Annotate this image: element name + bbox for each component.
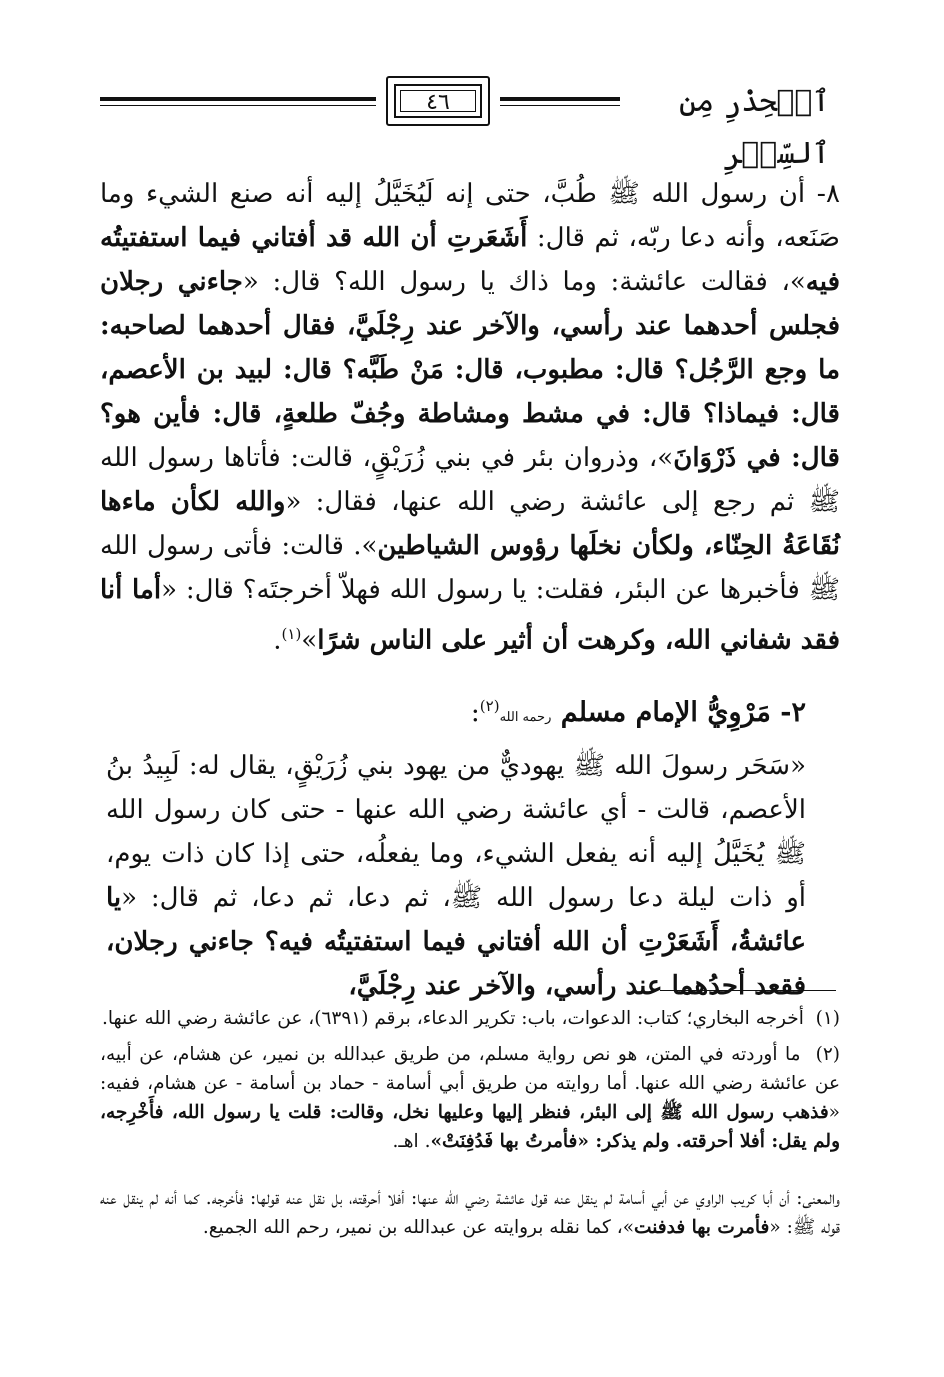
running-title: ٱلۡحِذْرِ مِن ٱلسِّحۡرِ <box>678 84 830 171</box>
item-number: ٨- <box>816 179 841 209</box>
text-segment: «سَحَر رسولَ الله ﷺ يهوديٌّ من يهود بني زُرَيْقٍ، يقال له: لَبِيدُ بنُ الأعصم، قالت - أي عائشة رضي الله عنها - حتى كان رسول الله ﷺ يُخَيَّلُ إليه أنه يفعل الشيء، وما يفعلُه، حتى إذا كان ذات يوم، أو ذات ليلة دعا رسول الله ﷺ، ثم دعا، ثم دعا، ثم قال: « <box>106 751 806 913</box>
quote-segment: يا عائشةُ، أَشَعَرْتِ أن الله أفتاني فيما استفتيتُه فيه؟ جاءني رجلان، فقعد أحدُهما عند رأسي، والآخر عند رِجْلَيَّ، <box>106 883 806 1001</box>
header-rule-right <box>500 97 620 106</box>
footnote-text: والمعنى: أن أبا كريب الراوي عن أبي أسامة لم ينقل عنه قول عائشة رضي الله عنها: أفلا أحرقته، بل نقل عنه قولها: فأخرجه. كما أنه لم ينقل عنه قوله ﷺ: « <box>100 1188 840 1238</box>
footnote-ref: (١) <box>281 625 302 643</box>
colon: : <box>470 697 480 728</box>
footnote-ref: (٢) <box>479 697 500 715</box>
footnote-text: »، كما نقله بروايته عن عبدالله بن نمير، رحم الله الجميع. <box>202 1217 635 1238</box>
footnote-separator <box>660 990 836 991</box>
footnote-text: أخرجه البخاري؛ كتاب: الدعوات، باب: تكرير الدعاء، برقم (٦٣٩١)، عن عائشة رضي الله عنها. <box>101 1008 804 1029</box>
section-number: ٢- <box>780 697 806 728</box>
page-header <box>118 76 830 171</box>
footnote-text: . اهـ. <box>392 1131 431 1152</box>
text-segment: ». قالت: فأتى رسول الله ﷺ فأخبرها عن البئر، فقلت: يا رسول الله فهلاّ أخرجتَه؟ قال: « <box>100 531 840 605</box>
footnote-number: (١) <box>815 1008 840 1029</box>
honorific-glyph: رحمه الله <box>499 710 552 725</box>
text-segment: »، فقالت عائشة: وما ذاك يا رسول الله؟ قال: « <box>242 267 806 297</box>
muslim-narration <box>106 744 806 1008</box>
header-rule-left <box>100 97 376 106</box>
footnote-2-continued <box>100 1184 840 1242</box>
quote-segment: جاءني رجلان فجلس أحدهما عند رأسي، والآخر عند رِجْلَيَّ، فقال أحدهما لصاحبه: ما وجع الرَّجُل؟ قال: مطبوب، قال: مَنْ طَبَّه؟ قال: لبيد بن الأعصم، قال: فيماذا؟ قال: في مشط ومشاطة وجُفّ طلعةٍ، قال: فأين هو؟ قال: في ذَرْوَانَ <box>100 267 840 473</box>
text-segment: . <box>273 625 282 656</box>
quote-segment: والله لكأن ماءها نُقَاعَةُ الحِنّاء، ولكأن نخلَها رؤوس الشياطين <box>100 487 840 561</box>
text-segment: » <box>301 625 318 656</box>
page-number-frame <box>386 76 490 126</box>
page-number: ٤٦ <box>426 90 450 115</box>
hadith-item-8 <box>100 172 840 663</box>
text-segment: أن رسول الله ﷺ طُبَّ، حتى إنه لَيُخَيَّلُ إليه أنه صنع الشيء وما صَنَعه، وأنه دعا ربّه، ثم قال: <box>100 179 840 253</box>
text-segment: »، وذروان بئر في بني زُرَيْقٍ، قالت: فأتاها رسول الله ﷺ ثم رجع إلى عائشة رضي الله عنها، فقال: « <box>100 443 840 517</box>
footnote-text: ما أوردته في المتن، هو نص رواية مسلم، من طريق عبدالله بن نمير، عن هشام، عن أبيه، عن عائشة رضي الله عنها. أما روايته من طريق أبي أسامة - حماد بن أسامة - عن هشام، ففيه: « <box>100 1044 840 1123</box>
footnote-quote: فذهب رسول الله ﷺ إلى البئر، فنظر إليها وعليها نخل، وقالت: قلت يا رسول الله، فأَخْرِجه، ولم يقل: أفلا أحرقته. ولم يذكر: «فأمرتُ بها فَدُفِنَتْ» <box>100 1102 840 1152</box>
section-heading <box>471 684 806 740</box>
footnote-number: (٢) <box>815 1044 840 1065</box>
footnote-2 <box>100 1040 840 1156</box>
footnote-quote: فأمرت بها فدفنت <box>634 1217 770 1238</box>
quote-segment: أَشَعَرتِ أن الله قد أفتاني فيما استفتيتُه فيه <box>100 223 840 297</box>
section-title: مَرْوِيُّ الإمام مسلم <box>560 697 771 728</box>
footnote-1 <box>100 1004 840 1033</box>
quote-segment: أما أنا فقد شفاني الله، وكرهت أن أثير على الناس شرًا <box>100 575 840 656</box>
